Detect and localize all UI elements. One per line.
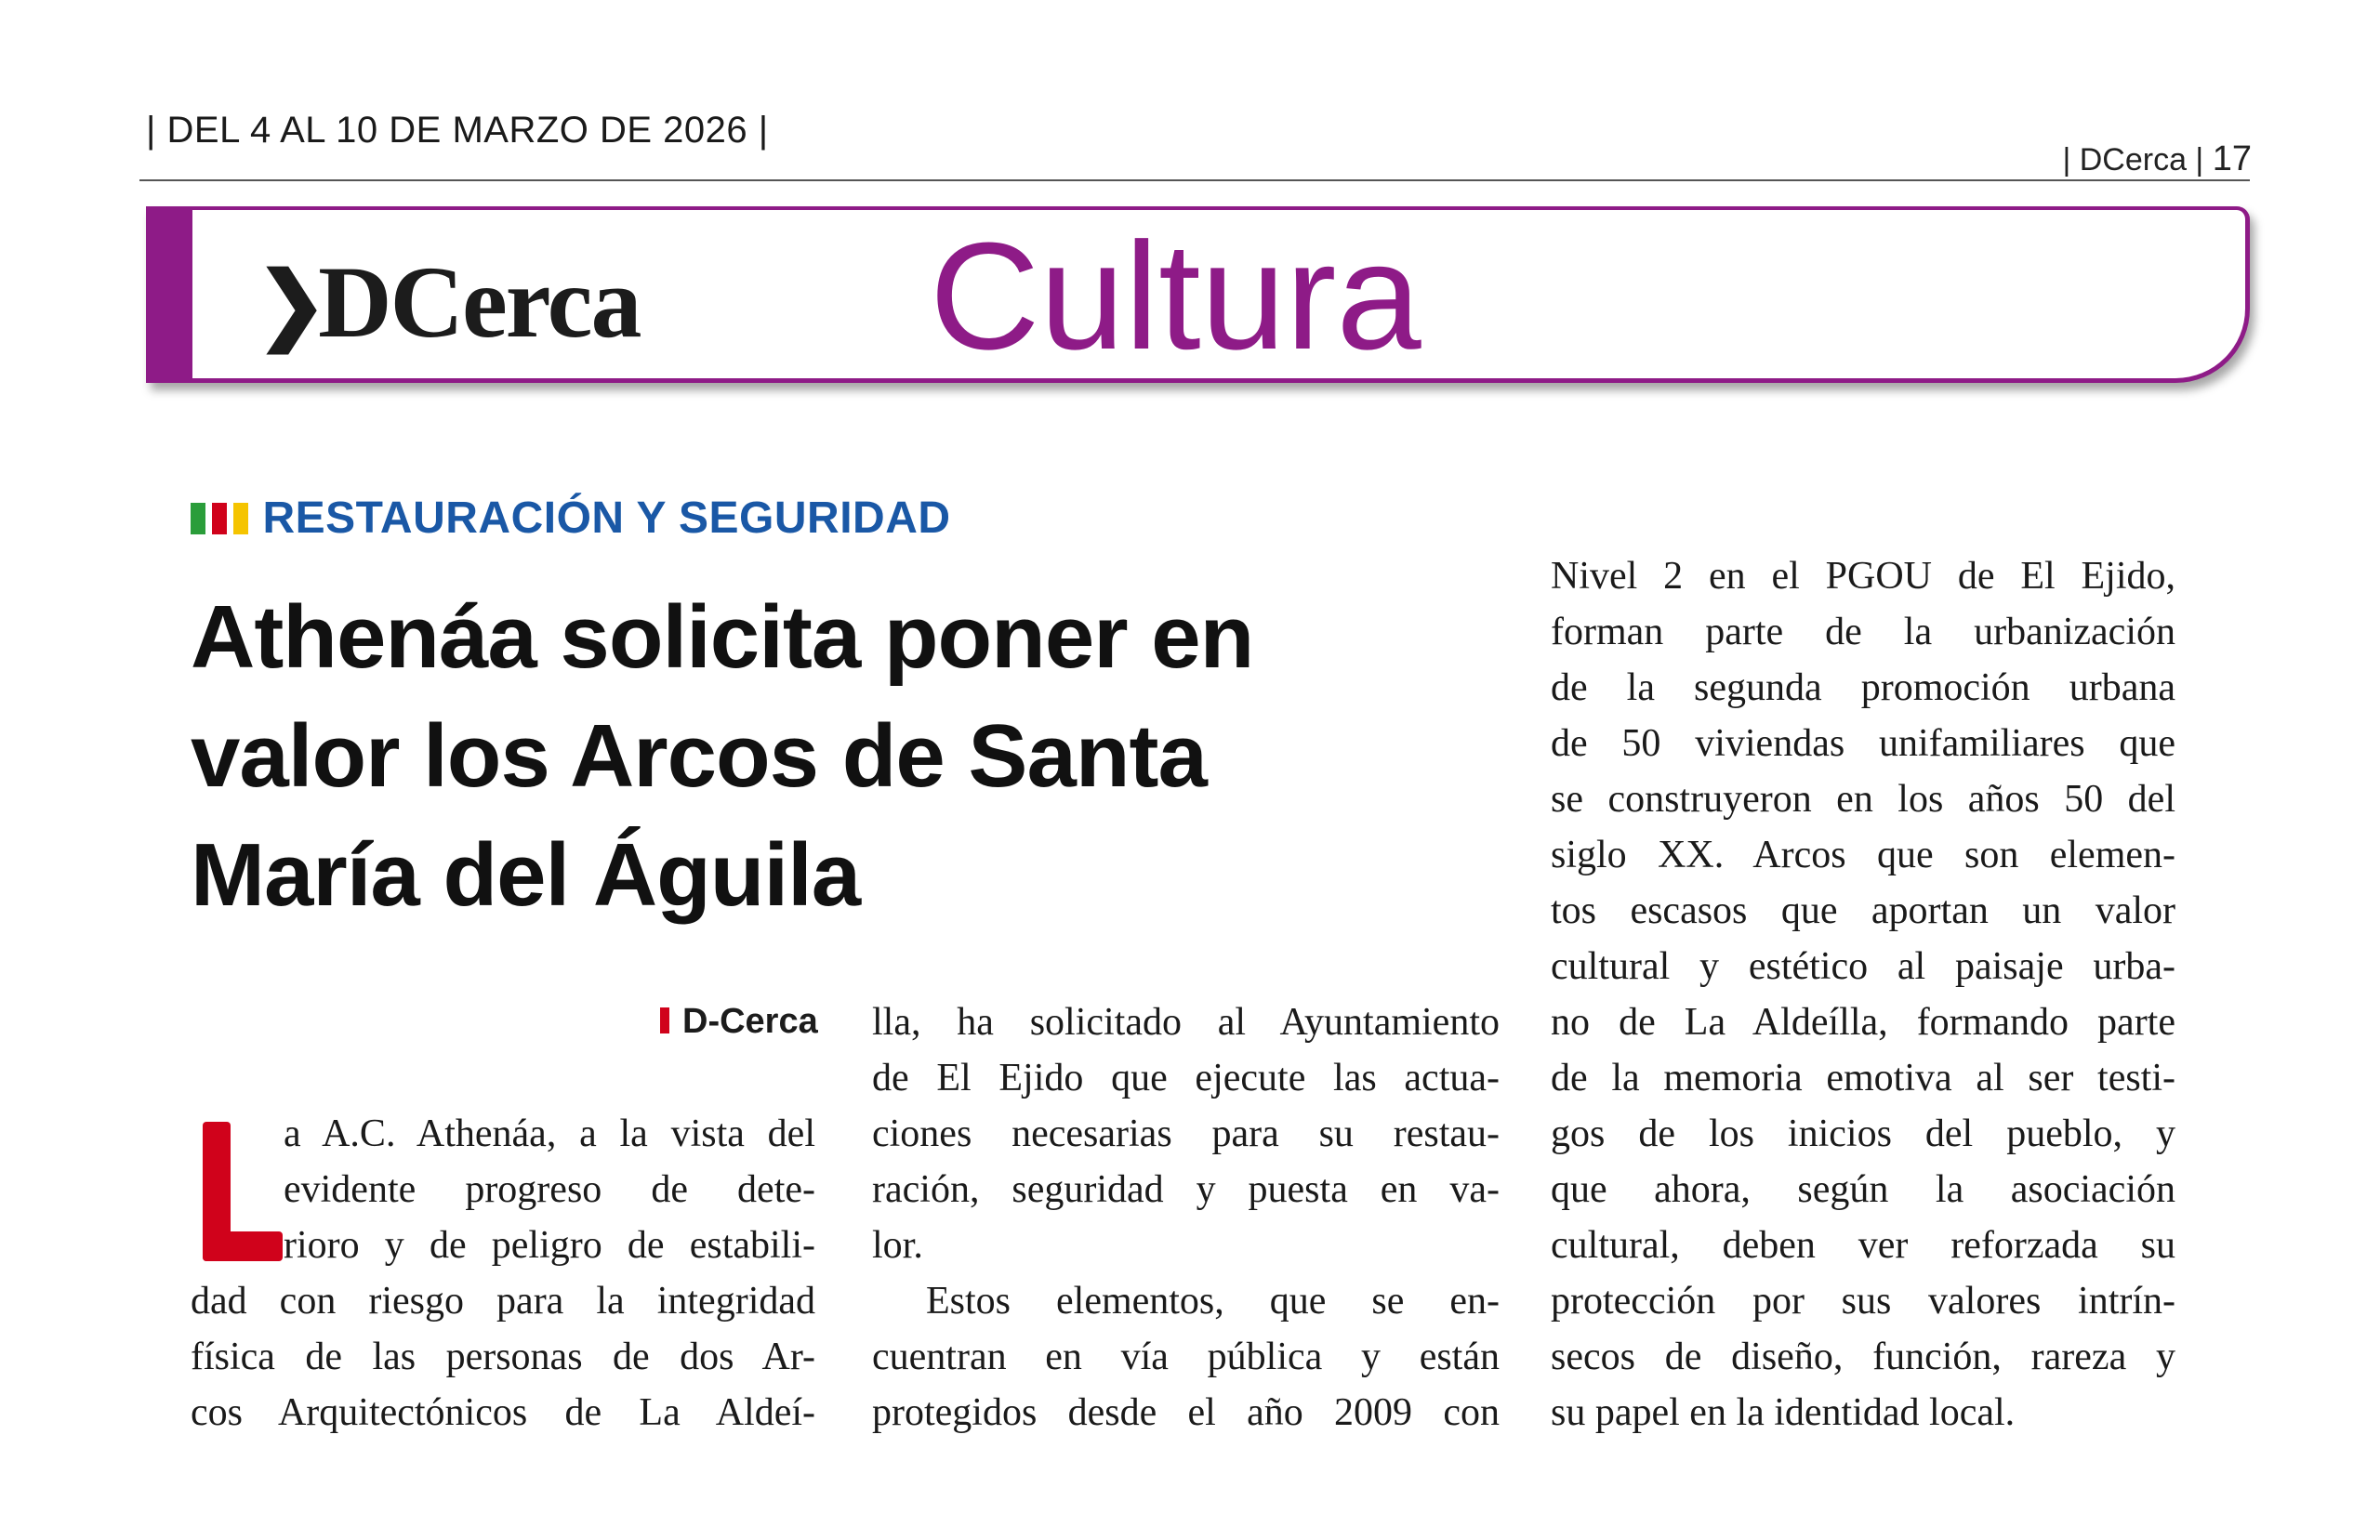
section-title: Cultura bbox=[930, 211, 1421, 381]
page-number: 17 bbox=[2212, 139, 2252, 178]
text-line: de El Ejido que ejecute las actua- bbox=[872, 1057, 1500, 1099]
kicker bbox=[191, 493, 951, 544]
headline bbox=[191, 578, 1511, 935]
text-line: dad con riesgo para la integridad bbox=[191, 1280, 815, 1323]
headline-line: valor los Arcos de Santa bbox=[191, 706, 1207, 806]
text-line: ración, seguridad y puesta en va- bbox=[872, 1168, 1500, 1211]
text-line: lor. bbox=[872, 1224, 923, 1267]
article-column-1 bbox=[191, 1106, 815, 1441]
text-line: Nivel 2 en el PGOU de El Ejido, bbox=[1551, 555, 2175, 598]
text-line: de la segunda promoción urbana bbox=[1551, 666, 2175, 709]
text-line: su papel en la identidad local. bbox=[1551, 1391, 2016, 1434]
text-line: ciones necesarias para su restau- bbox=[872, 1112, 1500, 1155]
text-line: Estos elementos, que se en- bbox=[926, 1280, 1500, 1323]
text-line: no de La Aldeílla, formando parte bbox=[1551, 1001, 2175, 1044]
flag-stripe-green bbox=[191, 503, 205, 534]
byline-marker bbox=[660, 1007, 669, 1033]
text-line: se construyeron en los años 50 del bbox=[1551, 778, 2175, 821]
text-line: protección por sus valores intrín- bbox=[1551, 1280, 2175, 1323]
text-line: a A.C. Athenáa, a la vista del bbox=[284, 1112, 815, 1155]
flag-stripe-red bbox=[212, 503, 227, 534]
text-line: secos de diseño, función, rareza y bbox=[1551, 1336, 2175, 1378]
text-line: tos escasos que aportan un valor bbox=[1551, 889, 2175, 932]
logo-text: DCerca bbox=[318, 245, 641, 359]
header-rule bbox=[139, 179, 2250, 181]
text-line: de 50 viviendas unifamiliares que bbox=[1551, 722, 2175, 765]
flag-stripe-yellow bbox=[233, 503, 248, 534]
text-line: rioro y de peligro de estabili- bbox=[284, 1224, 815, 1267]
headline-line: Athenáa solicita poner en bbox=[191, 587, 1254, 687]
logo-chevron-icon: ❯ bbox=[256, 257, 326, 351]
text-line: forman parte de la urbanización bbox=[1551, 611, 2175, 653]
publication-name: | DCerca | bbox=[2062, 142, 2204, 178]
issue-date: | DEL 4 AL 10 DE MARZO DE 2026 | bbox=[146, 110, 769, 151]
page-reference bbox=[2062, 139, 2252, 179]
kicker-text: RESTAURACIÓN Y SEGURIDAD bbox=[262, 494, 951, 543]
byline-text: D-Cerca bbox=[682, 1002, 818, 1041]
text-line: lla, ha solicitado al Ayuntamiento bbox=[872, 1001, 1500, 1044]
dcerca-logo bbox=[256, 244, 640, 362]
headline-line: María del Águila bbox=[191, 825, 861, 925]
article-column-2 bbox=[872, 994, 1500, 1441]
text-line: cultural y estético al paisaje urba- bbox=[1551, 945, 2175, 988]
article-column-3 bbox=[1551, 548, 2175, 1441]
text-line: cuentran en vía pública y están bbox=[872, 1336, 1500, 1378]
text-line: de la memoria emotiva al ser testi- bbox=[1551, 1057, 2175, 1099]
byline bbox=[660, 1002, 818, 1042]
text-line: cos Arquitectónicos de La Aldeí- bbox=[191, 1391, 815, 1434]
text-line: siglo XX. Arcos que son elemen- bbox=[1551, 834, 2175, 876]
text-line: cultural, deben ver reforzada su bbox=[1551, 1224, 2175, 1267]
text-line: evidente progreso de dete- bbox=[284, 1168, 815, 1211]
banner-accent-bar bbox=[146, 206, 192, 383]
text-line: gos de los inicios del pueblo, y bbox=[1551, 1112, 2175, 1155]
text-line: física de las personas de dos Ar- bbox=[191, 1336, 815, 1378]
text-line: que ahora, según la asociación bbox=[1551, 1168, 2175, 1211]
text-line: protegidos desde el año 2009 con bbox=[872, 1391, 1500, 1434]
